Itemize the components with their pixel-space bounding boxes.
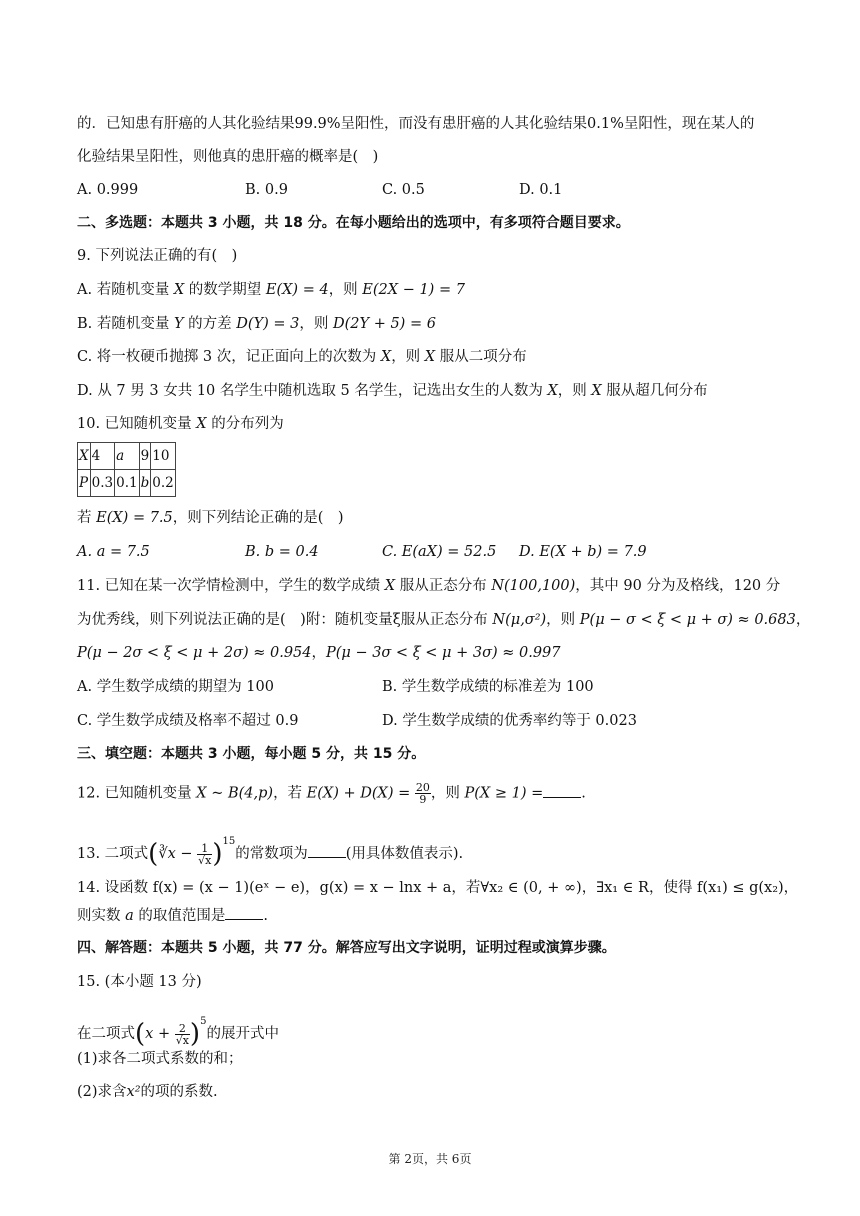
q10-option-a: A. a = 7.5 <box>77 544 150 560</box>
q10-distribution-table <box>77 442 176 497</box>
q11-line-2: 为优秀线，则下列说法正确的是( )附：随机变量ξ服从正态分布 N(μ,σ²)，则 P(μ − σ < ξ < μ + σ) ≈ 0.683， <box>77 612 811 628</box>
q11-option-d: D. 学生数学成绩的优秀率约等于 0.023 <box>382 713 637 729</box>
q10-option-c: C. E(aX) = 52.5 <box>382 544 497 560</box>
q10-option-d: D. E(X + b) = 7.9 <box>519 544 647 560</box>
q9-option-c: C. 将一枚硬币抛掷 3 次，记正面向上的次数为 X，则 X 服从二项分布 <box>77 349 527 365</box>
q8-line-1: 的．已知患有肝癌的人其化验结果99.9%呈阳性，而没有患肝癌的人其化验结果0.1%呈阳性，现在某人的 <box>77 116 755 132</box>
table-cell: P <box>78 470 91 497</box>
q9-stem: 9. 下列说法正确的有( ) <box>77 248 238 264</box>
answer-blank <box>308 843 346 858</box>
table-cell: a <box>115 443 139 470</box>
q11-option-c: C. 学生数学成绩及格率不超过 0.9 <box>77 713 299 729</box>
table-cell: 4 <box>90 443 114 470</box>
q8-option-d: D. 0.1 <box>519 182 563 198</box>
q10-stem: 10. 已知随机变量 X 的分布列为 <box>77 416 284 432</box>
q11-line-3: P(μ − 2σ < ξ < μ + 2σ) ≈ 0.954，P(μ − 3σ < ξ < μ + 3σ) ≈ 0.997 <box>77 645 561 661</box>
table-cell: 0.1 <box>115 470 139 497</box>
answer-blank <box>225 905 263 920</box>
q15-fraction: $\frac{2}{√x}$ <box>175 1021 189 1047</box>
q9-option-a: A. 若随机变量 X 的数学期望 E(X) = 4，则 E(2X − 1) = 7 <box>77 282 465 298</box>
q8-option-c: C. 0.5 <box>382 182 425 198</box>
q8-option-b: B. 0.9 <box>245 182 288 198</box>
q11-option-a: A. 学生数学成绩的期望为 100 <box>77 679 274 695</box>
q9-option-d: D. 从 7 男 3 女共 10 名学生中随机选取 5 名学生，记选出女生的人数为 X，则 X 服从超几何分布 <box>77 383 708 399</box>
q14-line-2: 则实数 a 的取值范围是 . <box>77 905 268 926</box>
q10-option-b: B. b = 0.4 <box>245 544 319 560</box>
table-cell: 9 <box>139 443 151 470</box>
table-cell: b <box>139 470 151 497</box>
q11-line-1: 11. 已知在某一次学情检测中，学生的数学成绩 X 服从正态分布 N(100,100)，其中 90 分为及格线，120 分 <box>77 578 781 594</box>
q10-condition: 若 E(X) = 7.5，则下列结论正确的是( ) <box>77 510 344 526</box>
q12-fraction: $\frac{20}{9}$ <box>415 781 430 806</box>
table-cell: 0.3 <box>90 470 114 497</box>
table-row <box>78 470 176 497</box>
q13-fraction: $\frac{1}{√x}$ <box>198 841 212 867</box>
section-heading-solution: 四、解答题：本题共 5 小题，共 77 分。解答应写出文字说明，证明过程或演算步骤。 <box>77 940 616 956</box>
q13-line: 13. 二项式(∛x − $\frac{1}{√x}$ )$^{15}$的常数项为 (用具体数值表示). <box>77 836 464 869</box>
table-cell: 10 <box>151 443 175 470</box>
answer-blank <box>543 783 581 798</box>
q11-option-b: B. 学生数学成绩的标准差为 100 <box>382 679 594 695</box>
q15-heading: 15. (本小题 13 分) <box>77 974 202 990</box>
q9-option-b: B. 若随机变量 Y 的方差 D(Y) = 3，则 D(2Y + 5) = 6 <box>77 316 436 332</box>
q15-part-1: (1)求各二项式系数的和； <box>77 1051 243 1067</box>
q8-option-a: A. 0.999 <box>77 182 139 198</box>
table-row <box>78 443 176 470</box>
q15-stem: 在二项式(x + $\frac{2}{√x}$ )$^5$的展开式中 <box>77 1016 279 1049</box>
section-heading-fill-blank: 三、填空题：本题共 3 小题，每小题 5 分，共 15 分。 <box>77 746 426 762</box>
q8-line-2: 化验结果呈阳性，则他真的患肝癌的概率是( ) <box>77 149 379 165</box>
q15-part-2: (2)求含x²的项的系数. <box>77 1084 218 1100</box>
table-cell: 0.2 <box>151 470 175 497</box>
table-cell: X <box>78 443 91 470</box>
q14-line-1: 14. 设函数 f(x) = (x − 1)(eˣ − e)，g(x) = x − lnx + a，若∀x₂ ∈ (0, + ∞)，∃x₁ ∈ R，使得 f(x₁) ≤ g(x₂)， <box>77 880 799 896</box>
page-footer: 第 2页，共 6页 <box>388 1152 472 1166</box>
q12-line: 12. 已知随机变量 X ~ B(4,p)，若 E(X) + D(X) = $\frac{20}{9}$ ，则 P(X ≥ 1) = . <box>77 781 586 806</box>
section-heading-multi-choice: 二、多选题：本题共 3 小题，共 18 分。在每小题给出的选项中，有多项符合题目要求。 <box>77 215 630 231</box>
